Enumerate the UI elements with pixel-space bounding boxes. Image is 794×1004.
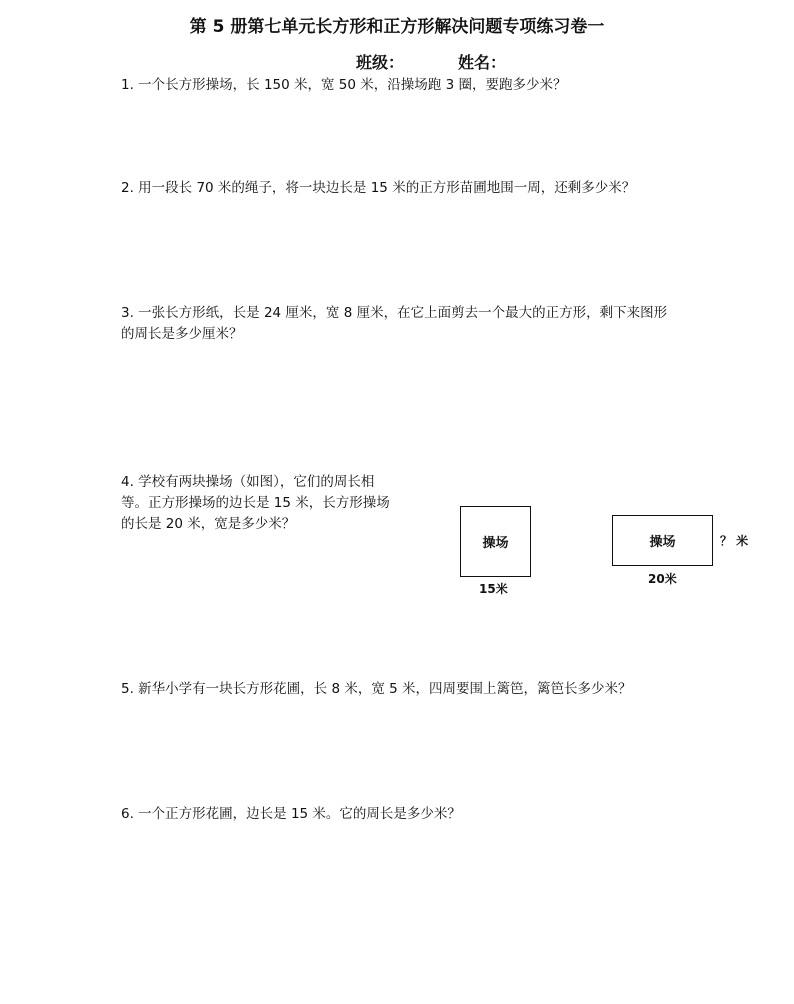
page-title: 第 5 册第七单元长方形和正方形解决问题专项练习卷一 [189,17,605,37]
question-6: 6. 一个正方形花圃，边长是 15 米。它的周长是多少米？ [121,806,461,822]
question-3-line-2: 的周长是多少厘米？ [121,326,243,342]
question-2: 2. 用一段长 70 米的绳子，将一块边长是 15 米的正方形苗圃地围一周，还剩多少米？ [121,180,636,196]
name-label: 姓名： [458,53,507,72]
rect-length-label: 20米 [648,572,677,586]
question-4 [121,472,441,535]
question-4-line-1: 4. 学校有两块操场（如图），它们的周长相 [121,474,375,490]
rect-playground-label: 操场 [649,535,676,550]
question-1: 1. 一个长方形操场，长 150 米，宽 50 米，沿操场跑 3 圈，要跑多少米？ [121,77,567,93]
rect-playground [612,515,713,566]
class-label: 班级： [356,53,405,72]
rect-width-label: ？ 米 [720,534,749,548]
question-4-line-3: 的长是 20 米，宽是多少米？ [121,516,296,532]
question-4-line-2: 等。正方形操场的边长是 15 米，长方形操场 [121,495,390,511]
question-3-line-1: 3. 一张长方形纸，长是 24 厘米，宽 8 厘米，在它上面剪去一个最大的正方形，剩下来图形 [121,305,668,321]
square-playground-label: 操场 [482,536,509,551]
question-5: 5. 新华小学有一块长方形花圃，长 8 米，宽 5 米，四周要围上篱笆，篱笆长多少米？ [121,681,632,697]
square-side-label: 15米 [479,582,508,596]
square-playground [460,506,531,577]
